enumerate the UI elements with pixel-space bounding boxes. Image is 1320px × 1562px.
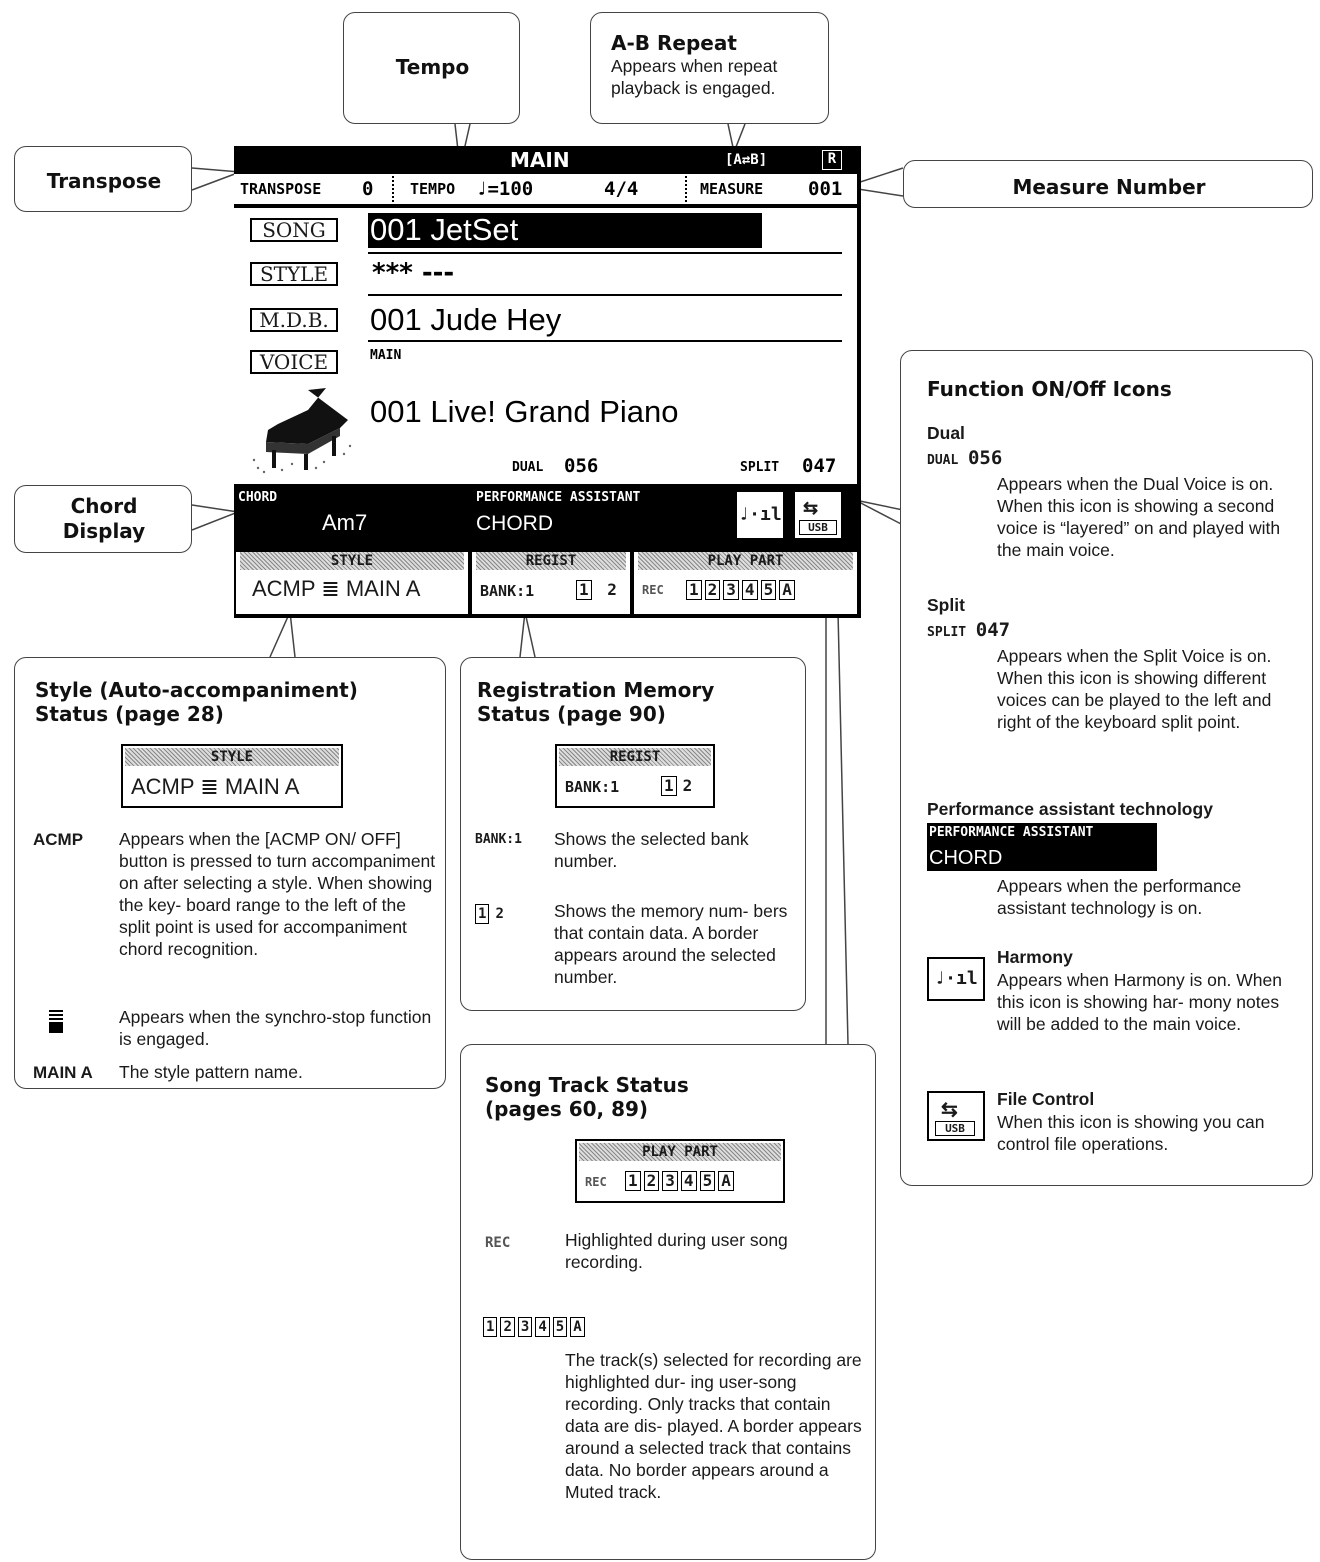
- tracks-desc: The track(s) selected for recording are highlighted dur- ing user-song recording. Only tracks that contain data are dis- played. A border appears around a selected track that contains data. No border appears around a Muted track.: [565, 1350, 862, 1502]
- maina-term: MAIN A: [33, 1063, 93, 1082]
- song-label: SONG: [250, 218, 338, 242]
- tempo-value: ♩=100: [476, 178, 534, 200]
- song-sample-rec: REC: [585, 1175, 607, 1189]
- song-track-callout: [460, 1044, 876, 1560]
- pa-desc: Appears when the performance assistant technology is on.: [997, 876, 1242, 918]
- term-track-3: 3: [518, 1317, 532, 1337]
- tempo-label: TEMPO: [410, 180, 456, 198]
- usb-label: USB: [799, 520, 837, 535]
- track-5: 5: [761, 580, 777, 600]
- chord-display-callout: [14, 485, 192, 553]
- track-3: 3: [723, 580, 739, 600]
- song-box-title-2: (pages 60, 89): [485, 1097, 649, 1121]
- regist-sample-bank: BANK:1: [565, 778, 620, 796]
- pa-icon-label: PERFORMANCE ASSISTANT: [929, 825, 1094, 840]
- sample-track-5: 5: [700, 1171, 716, 1191]
- regist-label: REGIST: [476, 552, 626, 570]
- dual-value: 056: [564, 455, 599, 477]
- mdb-value: 001 Jude Hey: [370, 302, 562, 337]
- term-track-2: 2: [500, 1317, 514, 1337]
- divider: [685, 176, 687, 202]
- file-heading: File Control: [997, 1089, 1095, 1109]
- measure-number-callout: [903, 160, 1313, 208]
- mem-term-2: 2: [495, 906, 504, 922]
- track-1: 1: [686, 580, 702, 600]
- transpose-value: 0: [362, 178, 374, 200]
- dual-icon-label: DUAL: [927, 453, 959, 468]
- mdb-label: M.D.B.: [250, 308, 338, 332]
- style-box-title-1: Style (Auto-accompaniment): [35, 678, 358, 702]
- transpose-callout: [14, 146, 192, 212]
- regist-sample-mem-2: 2: [682, 776, 693, 795]
- song-sample-box: [575, 1139, 785, 1203]
- split-icon: [927, 619, 1010, 641]
- song-sample-label: PLAY PART: [579, 1143, 781, 1161]
- harmony-desc: Appears when Harmony is on. When this icon is showing har- mony notes will be added to the main voice.: [997, 970, 1282, 1034]
- usb-icon-label: USB: [935, 1121, 975, 1136]
- tempo-callout: [343, 12, 520, 124]
- dual-icon: [927, 447, 1002, 469]
- chord-display-title-2: Display: [62, 519, 146, 543]
- lcd-mode: MAIN: [510, 148, 570, 172]
- split-value: 047: [802, 455, 837, 477]
- grand-piano-icon: [248, 384, 358, 476]
- tempo-title: Tempo: [395, 55, 470, 79]
- style-sample-box: [121, 744, 343, 808]
- memory-numbers: [576, 580, 623, 600]
- split-icon-label: SPLIT: [927, 625, 967, 640]
- time-signature: 4/4: [604, 178, 639, 200]
- harmony-icon: ♩·ıl: [735, 490, 785, 540]
- regist-sample-label: REGIST: [559, 748, 711, 766]
- synchro-stop-icon-base: [49, 1024, 63, 1033]
- track-2: 2: [705, 580, 721, 600]
- style-bar-label: STYLE: [240, 552, 464, 570]
- mem-desc: Shows the memory num- bers that contain data. A border appears around the selected number.: [554, 901, 788, 987]
- term-track-4: 4: [535, 1317, 549, 1337]
- acmp-term: ACMP: [33, 830, 84, 849]
- mem-term-1: 1: [475, 904, 489, 924]
- term-track-a: A: [570, 1317, 584, 1337]
- transpose-label: TRANSPOSE: [240, 180, 322, 198]
- sample-track-3: 3: [662, 1171, 678, 1191]
- function-icons-callout: [900, 350, 1313, 1186]
- term-track-5: 5: [553, 1317, 567, 1337]
- file-desc: When this icon is showing you can control file operations.: [997, 1112, 1265, 1154]
- split-desc: Appears when the Split Voice is on. When this icon is showing different voices can be played to the left and right of the keyboard split point.: [997, 646, 1272, 732]
- song-sample-tracks: [625, 1171, 737, 1191]
- sample-track-2: 2: [644, 1171, 660, 1191]
- pa-icon: [927, 823, 1157, 871]
- split-icon-value: 047: [975, 619, 1011, 641]
- function-box-title: Function ON/Off Icons: [927, 377, 1172, 401]
- split-heading: Split: [927, 595, 965, 615]
- pa-heading: Performance assistant technology: [927, 799, 1213, 819]
- bank-term: BANK:1: [475, 832, 522, 847]
- ab-repeat-title: A-B Repeat: [611, 31, 737, 55]
- style-sample-value: ACMP ≣ MAIN A: [131, 774, 300, 799]
- regist-sample-box: [555, 744, 715, 808]
- measure-value: 001: [808, 178, 843, 200]
- song-value: 001 JetSet: [370, 212, 519, 247]
- style-value: *** ---: [372, 258, 455, 288]
- usb-symbol: ⇆: [803, 498, 819, 518]
- sample-track-a: A: [718, 1171, 734, 1191]
- registration-status-callout: [460, 657, 806, 1011]
- regist-sample-mem: [661, 776, 698, 796]
- regist-box-title-1: Registration Memory: [477, 678, 715, 702]
- acmp-desc: Appears when the [ACMP ON/ OFF] button is pressed to turn accompaniment on after selecting a style. When showing the key- board range to the left of the split point is used for accompaniment chord recognition.: [119, 829, 436, 959]
- regist-sample-mem-1: 1: [661, 776, 677, 796]
- split-label: SPLIT: [740, 460, 780, 475]
- measure-label: MEASURE: [700, 180, 764, 198]
- play-part-panel: [634, 552, 857, 614]
- memory-1: 1: [576, 580, 592, 600]
- maina-desc: The style pattern name.: [119, 1062, 303, 1082]
- song-box-title-1: Song Track Status: [485, 1073, 689, 1097]
- usb-icon: [793, 490, 843, 540]
- tracks-term: [483, 1317, 588, 1337]
- track-a: A: [779, 580, 795, 600]
- play-part-label: PLAY PART: [638, 552, 853, 570]
- style-status-panel: [236, 552, 468, 614]
- mdb-underline: [368, 340, 842, 342]
- style-box-title-2: Status (page 28): [35, 702, 224, 726]
- dual-desc: Appears when the Dual Voice is on. When this icon is showing a second voice is “layered” on and played with the main voice.: [997, 474, 1281, 560]
- pa-label: PERFORMANCE ASSISTANT: [476, 490, 641, 505]
- pa-icon-value: CHORD: [929, 847, 1003, 869]
- style-status-callout: [14, 657, 446, 1089]
- style-underline: [368, 294, 842, 296]
- measure-number-title: Measure Number: [1012, 175, 1206, 199]
- chord-label: CHORD: [238, 490, 278, 505]
- memory-2: 2: [607, 580, 617, 599]
- lcd-top-rule: [234, 205, 857, 208]
- voice-sub: MAIN: [370, 348, 402, 363]
- bank-value: BANK:1: [480, 582, 535, 600]
- term-track-1: 1: [483, 1317, 497, 1337]
- rec-indicator: REC: [642, 583, 664, 597]
- ab-repeat-text: Appears when repeat playback is engaged.: [611, 56, 778, 98]
- regist-box-title-2: Status (page 90): [477, 702, 666, 726]
- voice-label: VOICE: [250, 350, 338, 374]
- r-icon: R: [822, 150, 842, 170]
- dual-label: DUAL: [512, 460, 544, 475]
- sync-desc: Appears when the synchro-stop function is engaged.: [119, 1007, 432, 1049]
- rec-term: REC: [485, 1235, 511, 1251]
- track-4: 4: [742, 580, 758, 600]
- chord-display-title-1: Chord: [70, 494, 138, 518]
- usb-symbol: ⇆: [941, 1099, 958, 1121]
- bank-desc: Shows the selected bank number.: [554, 829, 749, 871]
- divider: [392, 176, 394, 202]
- style-bar-value: ACMP ≣ MAIN A: [252, 576, 421, 601]
- regist-status-panel: [472, 552, 630, 614]
- transpose-row: [234, 174, 857, 204]
- usb-icon: [927, 1091, 985, 1141]
- track-buttons: [686, 580, 798, 600]
- song-underline: [368, 252, 842, 254]
- sample-track-4: 4: [681, 1171, 697, 1191]
- ab-repeat-callout: [590, 12, 829, 124]
- chord-value: Am7: [322, 510, 368, 535]
- style-label: STYLE: [250, 262, 338, 286]
- harmony-icon: ♩·ıl: [927, 957, 985, 1001]
- ab-repeat-icon: [A⇄B]: [725, 152, 768, 168]
- dual-icon-value: 056: [967, 447, 1003, 469]
- pa-value: CHORD: [476, 512, 553, 535]
- harmony-heading: Harmony: [997, 947, 1073, 967]
- sample-track-1: 1: [625, 1171, 641, 1191]
- transpose-title: Transpose: [46, 169, 162, 193]
- style-sample-label: STYLE: [125, 748, 339, 766]
- rec-desc: Highlighted during user song recording.: [565, 1230, 788, 1272]
- dual-heading: Dual: [927, 423, 965, 443]
- voice-value: 001 Live! Grand Piano: [370, 394, 679, 429]
- mem-term: [475, 904, 510, 924]
